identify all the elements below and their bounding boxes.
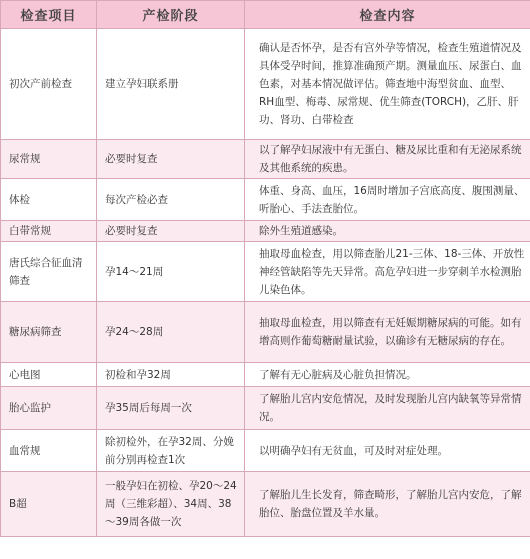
row-content: 以明确孕妇有无贫血，可及时对症处理。 — [245, 430, 530, 472]
table-row — [1, 221, 530, 242]
row-content: 确认是否怀孕，是否有宫外孕等情况，检查生殖道情况及具体受孕时间，推算准确预产期。测量血压、尿蛋白、血色素，对基本情况做评估。筛查地中海型贫血、血型、RH血型、梅毒、尿常规、优生筛查(TORCH)，乙肝、肝功、肾功、白带检查 — [245, 29, 530, 140]
row-item: 胎心监护 — [1, 387, 97, 430]
row-content: 了解胎儿宫内安危情况，及时发现胎儿宫内缺氧等异常情况。 — [245, 387, 530, 430]
header-content: 检查内容 — [245, 1, 530, 29]
row-stage: 初检和孕32周 — [97, 363, 245, 387]
row-stage: 必要时复查 — [97, 140, 245, 179]
table-row — [1, 472, 530, 537]
row-content: 了解有无心脏病及心脏负担情况。 — [245, 363, 530, 387]
row-stage: 除初检外，在孕32周、分娩前分别再检查1次 — [97, 430, 245, 472]
row-item: 初次产前检查 — [1, 29, 97, 140]
table-row — [1, 179, 530, 221]
row-item: 尿常规 — [1, 140, 97, 179]
header-stage: 产检阶段 — [97, 1, 245, 29]
row-stage: 孕35周后每周一次 — [97, 387, 245, 430]
table-row — [1, 242, 530, 302]
row-content: 抽取母血检查，用以筛查胎儿21-三体、18-三体、开放性神经管缺陷等先天异常。高危孕妇进一步穿刺羊水检测胎儿染色体。 — [245, 242, 530, 302]
row-stage: 孕24～28周 — [97, 302, 245, 363]
row-item: 体检 — [1, 179, 97, 221]
row-item: 白带常规 — [1, 221, 97, 242]
row-content: 抽取母血检查，用以筛查有无妊娠期糖尿病的可能。如有增高则作葡萄糖耐量试验，以确诊有无糖尿病的存在。 — [245, 302, 530, 363]
row-content: 了解胎儿生长发育，筛查畸形，了解胎儿宫内安危，了解胎位、胎盘位置及羊水量。 — [245, 472, 530, 537]
table-header-row — [1, 1, 530, 29]
row-content: 体重、身高、血压，16周时增加子宫底高度、腹围测量、听胎心、手法查胎位。 — [245, 179, 530, 221]
row-content: 以了解孕妇尿液中有无蛋白、糖及尿比重和有无泌尿系统及其他系统的疾患。 — [245, 140, 530, 179]
row-item: 糖尿病筛查 — [1, 302, 97, 363]
table-row — [1, 140, 530, 179]
table-row — [1, 29, 530, 140]
row-stage: 一般孕妇在初检、孕20～24周（三维彩超）、34周、38～39周各做一次 — [97, 472, 245, 537]
header-item: 检查项目 — [1, 1, 97, 29]
row-content: 除外生殖道感染。 — [245, 221, 530, 242]
table-row — [1, 363, 530, 387]
row-item: B超 — [1, 472, 97, 537]
table-row — [1, 430, 530, 472]
table-row — [1, 387, 530, 430]
row-stage: 每次产检必查 — [97, 179, 245, 221]
row-stage: 建立孕妇联系册 — [97, 29, 245, 140]
row-item: 血常规 — [1, 430, 97, 472]
row-item: 心电图 — [1, 363, 97, 387]
table-row — [1, 302, 530, 363]
row-item: 唐氏综合征血清筛查 — [1, 242, 97, 302]
row-stage: 孕14～21周 — [97, 242, 245, 302]
row-stage: 必要时复查 — [97, 221, 245, 242]
